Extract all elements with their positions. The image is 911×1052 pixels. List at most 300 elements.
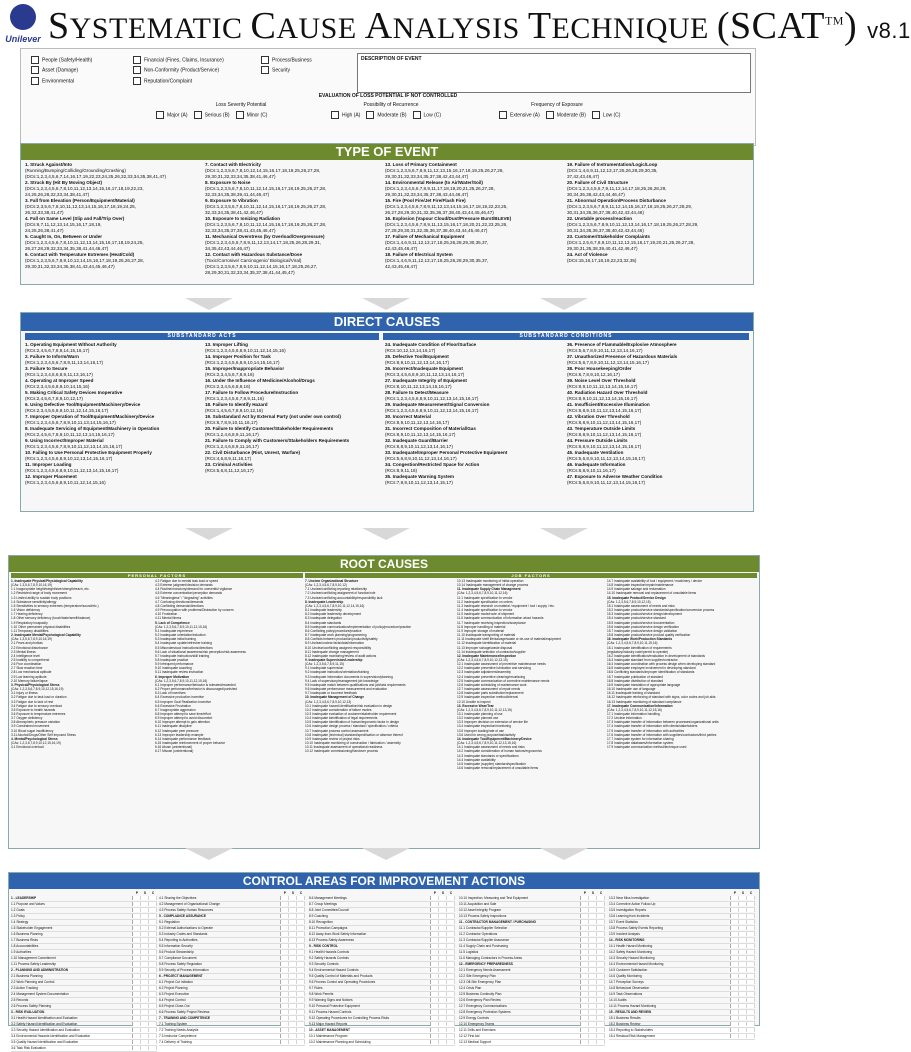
- root-cause-line: 2.4 Intelligence level: [11, 653, 40, 658]
- psc-boxes[interactable]: [430, 968, 455, 972]
- psc-boxes[interactable]: [430, 944, 455, 948]
- psc-boxes[interactable]: [280, 998, 305, 1002]
- psc-boxes[interactable]: [430, 932, 455, 936]
- psc-boxes[interactable]: [730, 914, 755, 918]
- direct-cause-line: (RCs:6,8,9,10,11,12,13,14,15,16,17): [567, 444, 642, 449]
- checkbox-icon[interactable]: [546, 111, 554, 119]
- psc-boxes[interactable]: [730, 992, 755, 996]
- psc-boxes[interactable]: [730, 980, 755, 984]
- checkbox-option[interactable]: [592, 111, 621, 119]
- psc-boxes[interactable]: [132, 1004, 157, 1008]
- psc-boxes[interactable]: [280, 1034, 305, 1038]
- control-area-line: 5.2 External Authorizations to Operate: [159, 926, 305, 932]
- event-type-line: (DCs:1,2,3,5,6,7,8,9,11,12,14,15,16,17,18,19,25,26,27,28,29,: [567, 204, 693, 209]
- direct-cause-line: (RCs:2,3,4,5,6,8,9,10,11,12,14,15,16,17): [25, 408, 109, 413]
- root-cause-line: 1.6 Vision deficiency: [11, 608, 41, 613]
- psc-boxes[interactable]: [430, 920, 455, 924]
- psc-boxes[interactable]: [280, 938, 305, 942]
- psc-boxes[interactable]: [280, 1040, 305, 1044]
- psc-boxes[interactable]: [430, 1040, 455, 1044]
- psc-boxes[interactable]: [430, 980, 455, 984]
- root-cause-line: 12.9 Inadequate inspection method/interval: [457, 695, 518, 700]
- checkbox-icon[interactable]: [499, 111, 507, 119]
- psc-boxes[interactable]: [280, 902, 305, 906]
- title-part: ): [843, 5, 858, 47]
- direct-cause-line: 39. Noise Level Over Threshold: [567, 378, 636, 383]
- psc-boxes[interactable]: [280, 1004, 305, 1008]
- control-area-line: 3.1 Health Hazard Identification and Evaluation: [11, 1016, 157, 1022]
- job-factors-header: JOB FACTORS: [305, 573, 757, 578]
- psc-boxes[interactable]: [580, 926, 605, 930]
- psc-boxes[interactable]: [132, 1016, 157, 1020]
- checkbox-icon[interactable]: [31, 56, 39, 64]
- psc-boxes[interactable]: [430, 950, 455, 954]
- psc-boxes[interactable]: [280, 1016, 305, 1020]
- type-of-event-section: [20, 143, 754, 285]
- root-cause-line: (CAs: 1,3,5,6,7,8,9,10,16,19): [11, 583, 52, 588]
- control-area-line: 8.11 Promotion Campaigns: [309, 926, 455, 932]
- checkbox-icon[interactable]: [592, 111, 600, 119]
- event-type-line: 5. Caught In, On, Between or Under: [25, 234, 103, 239]
- checkbox-option[interactable]: [261, 56, 353, 64]
- event-type-line: 27,28,29,30,31,32,35,36,37,38,40,43,44,45,46,47): [385, 228, 488, 233]
- psc-boxes[interactable]: [132, 896, 157, 900]
- checkbox-option[interactable]: [133, 56, 257, 64]
- control-area-line: 2.2 Work Planning and Control: [11, 980, 157, 986]
- root-cause-line: 6.17 Misuse (unintentional): [155, 749, 194, 754]
- psc-boxes[interactable]: [132, 998, 157, 1002]
- direct-cause-line: (RCs:1,2,3,4,5,6,8,9,10,11,12,14,15,16): [205, 348, 286, 353]
- root-cause-line: 1.5 Sensitivities to sensory extremes (temperature/sound/etc.): [11, 603, 99, 608]
- control-area-line: 8.7 Group Meetings: [309, 902, 455, 908]
- psc-boxes[interactable]: [132, 1034, 157, 1038]
- root-cause-line: (CAs: 1,2,3,4,5,6,7,8,9,10,12,13): [305, 699, 352, 704]
- psc-boxes[interactable]: [280, 1010, 305, 1014]
- psc-boxes[interactable]: [430, 1022, 455, 1026]
- checkbox-icon[interactable]: [261, 56, 269, 64]
- psc-boxes[interactable]: [132, 974, 157, 978]
- event-type-line: (DCs:1,2,5,6,7,8,9,10,11,12,13,15,16,17,19,20,21,25,26,27,28,: [567, 240, 695, 245]
- psc-boxes[interactable]: [580, 1010, 605, 1014]
- root-cause-line: 1.10 Other permanent physical disabilities: [11, 624, 71, 629]
- psc-boxes[interactable]: [580, 1034, 605, 1038]
- psc-boxes[interactable]: [580, 944, 605, 948]
- psc-boxes[interactable]: [730, 920, 755, 924]
- psc-boxes[interactable]: [430, 1010, 455, 1014]
- psc-boxes[interactable]: [580, 968, 605, 972]
- root-cause-line: 17.9 Inadequate communication method/technique used: [607, 745, 687, 750]
- psc-boxes[interactable]: [430, 908, 455, 912]
- flow-arrow: [540, 528, 588, 540]
- type-of-event-col-1: [25, 162, 203, 270]
- event-type-line: (DCs:1,2,3,5,6,7,8,9,10,11,12,14,15,16,17,18,25,26,27,: [205, 264, 318, 269]
- psc-boxes[interactable]: [132, 980, 157, 984]
- psc-boxes[interactable]: [430, 1016, 455, 1020]
- direct-cause-line: (RCs:5,6,8,11,12,16,17): [205, 468, 254, 473]
- checkbox-label: Extensive (A): [510, 112, 540, 119]
- psc-boxes[interactable]: [132, 914, 157, 918]
- title-part: C: [250, 5, 277, 47]
- event-type-line: 19. Failure of Instrumentation/Logic/Loop: [567, 162, 658, 167]
- checkbox-icon[interactable]: [261, 66, 269, 74]
- root-cause-line: 2.7 Slow reaction time: [11, 666, 43, 671]
- root-cause-line: (CAs: 1,2,3,4,5,6,7,8,9,10,11,12,13,15,16): [457, 741, 517, 746]
- direct-cause-line: 11. Improper Loading: [25, 462, 72, 467]
- direct-cause-line: (RCs:1,2,3,4,5,6,7,8,9,11,16): [205, 396, 264, 401]
- direct-cause-line: 8. Inadequate Servicing of Equipment/Machinery in Operation: [25, 426, 160, 431]
- psc-boxes[interactable]: [580, 992, 605, 996]
- psc-boxes[interactable]: [280, 908, 305, 912]
- psc-boxes[interactable]: [730, 956, 755, 960]
- psc-boxes[interactable]: [430, 1004, 455, 1008]
- psc-boxes[interactable]: [430, 962, 455, 966]
- psc-boxes[interactable]: [280, 974, 305, 978]
- psc-boxes[interactable]: [730, 974, 755, 978]
- title-part: AUSE: [276, 12, 365, 45]
- root-cause-line: 5.9 Infrequent performance: [155, 662, 194, 667]
- checkbox-option[interactable]: [156, 111, 188, 119]
- direct-causes-col-4: [567, 342, 749, 486]
- root-cause-line: 11.3 Inadequate research on material / equipment / tool / supply / etc.: [457, 603, 555, 608]
- psc-boxes[interactable]: [280, 1022, 305, 1026]
- psc-boxes[interactable]: [580, 896, 605, 900]
- event-type-line: 32,33,34,35,38,41,42,46,47): [205, 210, 263, 215]
- root-cause-line: 13.1 Inadequate planning of use: [457, 712, 503, 716]
- event-type-line: (DCs:1,2,3,5,6,7,8,10,11,12,14,15,16,17,18,19,25,26,27,28,: [205, 186, 327, 191]
- psc-boxes[interactable]: [580, 938, 605, 942]
- event-type-line: 20. Failure of Civil Structure: [567, 180, 629, 185]
- psc-boxes[interactable]: [280, 968, 305, 972]
- psc-boxes[interactable]: [430, 902, 455, 906]
- control-area-line: 8.13 Process Safety Awareness: [309, 938, 455, 944]
- root-cause-line: 13.5 Improper loading/rate of use: [457, 728, 504, 733]
- psc-boxes[interactable]: [280, 896, 305, 900]
- psc-boxes[interactable]: [580, 956, 605, 960]
- root-cause-line: 11.8 Improper handling of material: [457, 624, 506, 629]
- psc-boxes[interactable]: [580, 950, 605, 954]
- direct-cause-line: (RCs:1,2,3,4,5,6,8,9,10,11,12,13,14,15,16,17): [25, 468, 119, 473]
- psc-boxes[interactable]: [280, 932, 305, 936]
- checkbox-icon[interactable]: [194, 111, 202, 119]
- title-part: YSTEMATIC: [69, 12, 251, 45]
- control-area-line: 10.11 Acquisition and Sale: [459, 902, 605, 908]
- psc-boxes[interactable]: [730, 932, 755, 936]
- root-cause-line: 15.7 Inadequate product/service design validation: [607, 628, 678, 633]
- description-box[interactable]: [357, 53, 751, 93]
- root-cause-line: 10.7 Inadequate process control assessment: [305, 728, 369, 733]
- checkbox-icon[interactable]: [31, 77, 39, 85]
- event-type-line: 13. Loss of Primary Containment: [385, 162, 457, 167]
- psc-boxes[interactable]: [132, 962, 157, 966]
- psc-boxes[interactable]: [132, 986, 157, 990]
- psc-boxes[interactable]: [580, 914, 605, 918]
- psc-boxes[interactable]: [730, 1022, 755, 1026]
- root-cause-line: 12.3 Inadequate adjustment/assembly: [457, 670, 511, 675]
- loss-type-col-3: [261, 56, 353, 77]
- psc-boxes[interactable]: [730, 950, 755, 954]
- checkbox-icon[interactable]: [156, 111, 164, 119]
- checkbox-label: Non-Conformity (Product/Service): [144, 67, 220, 74]
- control-area-line: 14 - RISK MONITORING: [609, 938, 755, 944]
- psc-boxes[interactable]: [430, 914, 455, 918]
- checkbox-option[interactable]: [236, 111, 268, 119]
- psc-boxes[interactable]: [280, 1028, 305, 1032]
- psc-boxes[interactable]: [580, 932, 605, 936]
- event-type-line: 8. Exposure to Noise: [205, 180, 251, 185]
- psc-boxes[interactable]: [132, 902, 157, 906]
- psc-boxes[interactable]: [132, 968, 157, 972]
- psc-boxes[interactable]: [730, 926, 755, 930]
- checkbox-option[interactable]: [261, 66, 353, 74]
- root-cause-line: 10.4 Inadequate identification of legal requirements: [305, 716, 378, 721]
- psc-boxes[interactable]: [430, 986, 455, 990]
- root-cause-line: (CAs: 1,2,3,5,6,7,8,9,10,12,15): [607, 599, 651, 604]
- root-cause-line: 2. Inadequate Mental/Psychological Capability: [11, 633, 81, 638]
- control-area-line: 11.4 Supply Chain and Purchasing: [459, 944, 605, 950]
- control-area-line: 7.3 Instructor Competence: [159, 1034, 305, 1040]
- checkbox-icon[interactable]: [31, 66, 39, 74]
- checkbox-option[interactable]: [194, 111, 230, 119]
- psc-boxes[interactable]: [430, 992, 455, 996]
- control-area-line: 13.6 Learning from Incidents: [609, 914, 755, 920]
- root-cause-line: 6.16 Abuse (unintentional): [155, 745, 193, 750]
- psc-boxes[interactable]: [580, 986, 605, 990]
- event-type-line: 14. Environmental Release (to Air/Water/Soil): [385, 180, 483, 185]
- psc-boxes[interactable]: [580, 1016, 605, 1020]
- psc-boxes[interactable]: [430, 998, 455, 1002]
- root-cause-line: 6.15 Inadequate reinforcement of proper behavior: [155, 741, 226, 746]
- checkbox-icon[interactable]: [331, 111, 339, 119]
- root-cause-line: 3.2 Fatigue due to task load or duration: [11, 695, 67, 700]
- psc-boxes[interactable]: [132, 1040, 157, 1044]
- direct-cause-line: 3. Failure to Secure: [25, 366, 68, 371]
- root-cause-line: 10.13 Inadequate monitoring of initial operation: [457, 579, 524, 583]
- root-cause-line: 11.1 Inadequate specification to vendor: [457, 595, 513, 600]
- checkbox-option[interactable]: [331, 111, 360, 119]
- psc-boxes[interactable]: [132, 956, 157, 960]
- checkbox-option[interactable]: [31, 66, 131, 74]
- root-cause-line: (CAs: 1,2,3,4,5,6,7,8,9,10,11,12,15,16): [607, 707, 662, 712]
- psc-boxes[interactable]: [730, 896, 755, 900]
- event-type-line: 24. Act of Violence: [567, 252, 608, 257]
- psc-boxes[interactable]: [132, 920, 157, 924]
- psc-boxes[interactable]: [132, 926, 157, 930]
- event-type-line: 11. Mechanical Overstress (by Overload/Overpressure): [205, 234, 325, 239]
- psc-boxes[interactable]: [132, 932, 157, 936]
- checkbox-label: Environmental: [42, 77, 74, 84]
- control-area-line: 12.4 Crisis Plan: [459, 986, 605, 992]
- control-area-line: 1.8 Accountabilities: [11, 944, 157, 950]
- control-area-line: 6.5 Project Close-Out: [159, 1004, 305, 1010]
- flow-arrow: [540, 298, 588, 310]
- psc-boxes[interactable]: [430, 1028, 455, 1032]
- psc-boxes[interactable]: [280, 920, 305, 924]
- psc-boxes[interactable]: [430, 926, 455, 930]
- root-cause-line: 6.6 Excessive Frustration: [155, 703, 191, 708]
- checkbox-option[interactable]: [546, 111, 586, 119]
- direct-cause-line: 14. Improper Position for Task: [205, 354, 271, 359]
- root-cause-line: 5.6 Lack of situational awareness/risk perception/risk awareness: [155, 649, 246, 654]
- root-cause-line: 16.1 Inadequate identification of requirements: [607, 645, 672, 650]
- checkbox-icon[interactable]: [133, 56, 141, 64]
- psc-boxes[interactable]: [580, 980, 605, 984]
- direct-cause-line: 16. Under the Influence of Medicine/Alcohol/Drugs: [205, 378, 315, 383]
- checkbox-icon[interactable]: [133, 77, 141, 85]
- psc-boxes[interactable]: [280, 986, 305, 990]
- psc-boxes[interactable]: [280, 914, 305, 918]
- root-causes-title: ROOT CAUSES: [9, 556, 759, 572]
- control-area-line: 13.7 Event Statistics: [609, 920, 755, 926]
- psc-boxes[interactable]: [132, 1022, 157, 1026]
- direct-cause-line: 17. Failure to Follow Procedure/Instruction: [205, 390, 299, 395]
- root-cause-line: 5.11 Inadequate review instruction: [155, 670, 204, 675]
- psc-boxes[interactable]: [580, 908, 605, 912]
- checkbox-option[interactable]: [499, 111, 540, 119]
- direct-cause-line: (RCs:7,8,9,10,11,12,13,14,15,17): [385, 480, 453, 485]
- psc-boxes[interactable]: [132, 1046, 157, 1050]
- psc-boxes[interactable]: [132, 908, 157, 912]
- root-cause-line: 12.1 Inadequate assessment of preventive maintenance needs: [457, 662, 546, 667]
- event-type-line: 34,35,42,43,44,46,47): [205, 246, 250, 251]
- flow-arrow: [540, 848, 588, 860]
- psc-boxes[interactable]: [730, 1028, 755, 1032]
- psc-boxes[interactable]: [132, 950, 157, 954]
- psc-boxes[interactable]: [280, 944, 305, 948]
- psc-boxes[interactable]: [730, 986, 755, 990]
- control-area-line: 15.3 Reporting to Stakeholders: [609, 1028, 755, 1034]
- root-cause-line: 17.8 Inadequate databases/information system: [607, 741, 674, 746]
- root-cause-line: 1.11 Temporary disabilities: [11, 628, 49, 633]
- psc-boxes[interactable]: [580, 902, 605, 906]
- psc-boxes[interactable]: [580, 998, 605, 1002]
- psc-boxes[interactable]: [430, 896, 455, 900]
- psc-header-label: S: [741, 891, 745, 895]
- psc-boxes[interactable]: [730, 944, 755, 948]
- event-type-line: (Running/Bumping/Colliding/Grounding/Crashing): [25, 168, 126, 173]
- event-type-line: 2. Struck By (Hit By Moving Object): [25, 180, 103, 185]
- psc-boxes[interactable]: [430, 1034, 455, 1038]
- psc-boxes[interactable]: [132, 992, 157, 996]
- psc-boxes[interactable]: [132, 1028, 157, 1032]
- psc-boxes[interactable]: [730, 968, 755, 972]
- psc-boxes[interactable]: [730, 1010, 755, 1014]
- control-area-line: 9.13 Major Hazard Reports: [309, 1022, 455, 1028]
- psc-boxes[interactable]: [730, 1016, 755, 1020]
- psc-header-label: S: [441, 891, 445, 895]
- direct-cause-line: 34. Congestion/Restricted Space for Action: [385, 462, 480, 467]
- psc-boxes[interactable]: [280, 980, 305, 984]
- psc-boxes[interactable]: [730, 938, 755, 942]
- checkbox-icon[interactable]: [236, 111, 244, 119]
- psc-boxes[interactable]: [730, 1034, 755, 1038]
- version: v8.1: [867, 18, 911, 43]
- control-area-line: 10.13 Process Safety Inspections: [459, 914, 605, 920]
- psc-boxes[interactable]: [580, 1040, 605, 1044]
- root-cause-line: 7.3 Unclear/conflicting accountability/responsibility lack: [305, 595, 383, 600]
- psc-boxes[interactable]: [730, 1004, 755, 1008]
- checkbox-label: Low (C): [423, 112, 442, 119]
- root-cause-line: 17.2 Unclear information: [607, 716, 642, 721]
- control-area-line: 12.3 Off-Site Emergency Plan: [459, 980, 605, 986]
- psc-boxes[interactable]: [730, 902, 755, 906]
- checkbox-icon[interactable]: [366, 111, 374, 119]
- root-cause-line: 4.9 Preoccupation with problems/Distraction by concern: [155, 608, 234, 613]
- title-part: S: [48, 5, 70, 47]
- direct-cause-line: (RCs:1,2,3,4,5,6,8,9,10,14,15,16,17): [205, 360, 280, 365]
- direct-cause-line: (RCs:10,12,13,14,16,17): [385, 348, 436, 353]
- root-cause-line: 15.5 Inadequate product/service documentation: [607, 620, 675, 625]
- psc-boxes[interactable]: [280, 962, 305, 966]
- psc-boxes[interactable]: [430, 956, 455, 960]
- psc-boxes[interactable]: [430, 938, 455, 942]
- psc-boxes[interactable]: [132, 1010, 157, 1014]
- psc-boxes[interactable]: [580, 1004, 605, 1008]
- psc-boxes[interactable]: [132, 938, 157, 942]
- psc-header-label: C: [599, 891, 603, 895]
- checkbox-option[interactable]: [31, 56, 131, 64]
- description-label: DESCRIPTION OF EVENT: [361, 56, 422, 62]
- checkbox-option[interactable]: [133, 66, 257, 74]
- psc-boxes[interactable]: [580, 1028, 605, 1032]
- psc-boxes[interactable]: [730, 962, 755, 966]
- direct-cause-line: (RCs:8,9,10,11,12,13,14,15,16,17): [567, 396, 638, 401]
- psc-boxes[interactable]: [580, 974, 605, 978]
- control-area-line: 8.8 Joint Committee/Council: [309, 908, 455, 914]
- checkbox-option[interactable]: [31, 77, 131, 85]
- checkbox-icon[interactable]: [133, 66, 141, 74]
- event-type-line: 29,30,31,32,33,34,35,37,38,42,43,44,47): [385, 174, 469, 179]
- psc-boxes[interactable]: [280, 992, 305, 996]
- root-cause-line: 13.3 Improper decision on extension of service life: [457, 720, 528, 725]
- checkbox-icon[interactable]: [413, 111, 421, 119]
- psc-boxes[interactable]: [430, 974, 455, 978]
- direct-cause-line: (RCs:6,8,9,10,11,12,13,14,15,16,17): [567, 420, 642, 425]
- root-cause-line: 5. Lack of Competence: [155, 620, 190, 625]
- control-area-line: 12.8 Emergency Protection Systems: [459, 1010, 605, 1016]
- root-cause-line: 12.8 Inadequate parts substitution/replacement: [457, 691, 524, 696]
- root-cause-line: 12.7 Inadequate assessment of repair needs: [457, 687, 521, 692]
- checkbox-option[interactable]: [366, 111, 406, 119]
- psc-boxes[interactable]: [132, 944, 157, 948]
- psc-boxes[interactable]: [580, 1022, 605, 1026]
- title-part: A: [364, 5, 393, 47]
- psc-boxes[interactable]: [580, 920, 605, 924]
- psc-boxes[interactable]: [280, 956, 305, 960]
- root-cause-line: 1. Inadequate Physical/Physiological Capability: [11, 579, 83, 583]
- psc-boxes[interactable]: [580, 962, 605, 966]
- psc-boxes[interactable]: [730, 908, 755, 912]
- root-cause-line: 16.9 Inadequate translation of appropriate language: [607, 682, 681, 687]
- root-cause-line: 7.1 Unclear/conflicting reporting relationship: [305, 587, 368, 592]
- root-cause-line: 2.9 Low learning aptitude: [11, 674, 47, 679]
- event-type-line: (DCs:6,7,11,12,13,14,15,16,17,18,19,: [25, 222, 102, 227]
- direct-cause-line: (RCs:2,4,5,6,7,8,9,14,15,16,17): [25, 348, 90, 353]
- control-area-line: 1.9 Authorities: [11, 950, 157, 956]
- control-area-line: 9.11 Process Hazard Controls: [309, 1010, 455, 1016]
- psc-boxes[interactable]: [730, 998, 755, 1002]
- checkbox-option[interactable]: [413, 111, 442, 119]
- control-area-line: 12.9 Energy Controls: [459, 1016, 605, 1022]
- psc-boxes[interactable]: [280, 926, 305, 930]
- root-cause-line: 15.3 Inadequate product/service design/development: [607, 612, 682, 617]
- root-cause-line: 1.4 Substance sensitivity/allergy: [11, 599, 57, 604]
- root-cause-line: 8.3 Inadequate delegation: [305, 616, 342, 621]
- root-cause-line: 15.4 Inadequate product/service standard: [607, 616, 666, 621]
- psc-boxes[interactable]: [280, 950, 305, 954]
- root-cause-line: 1.3 Limited ability to sustain body positions: [11, 595, 72, 600]
- checkbox-option[interactable]: [133, 77, 257, 85]
- event-type-line: 42,43,45,46,47): [385, 246, 418, 251]
